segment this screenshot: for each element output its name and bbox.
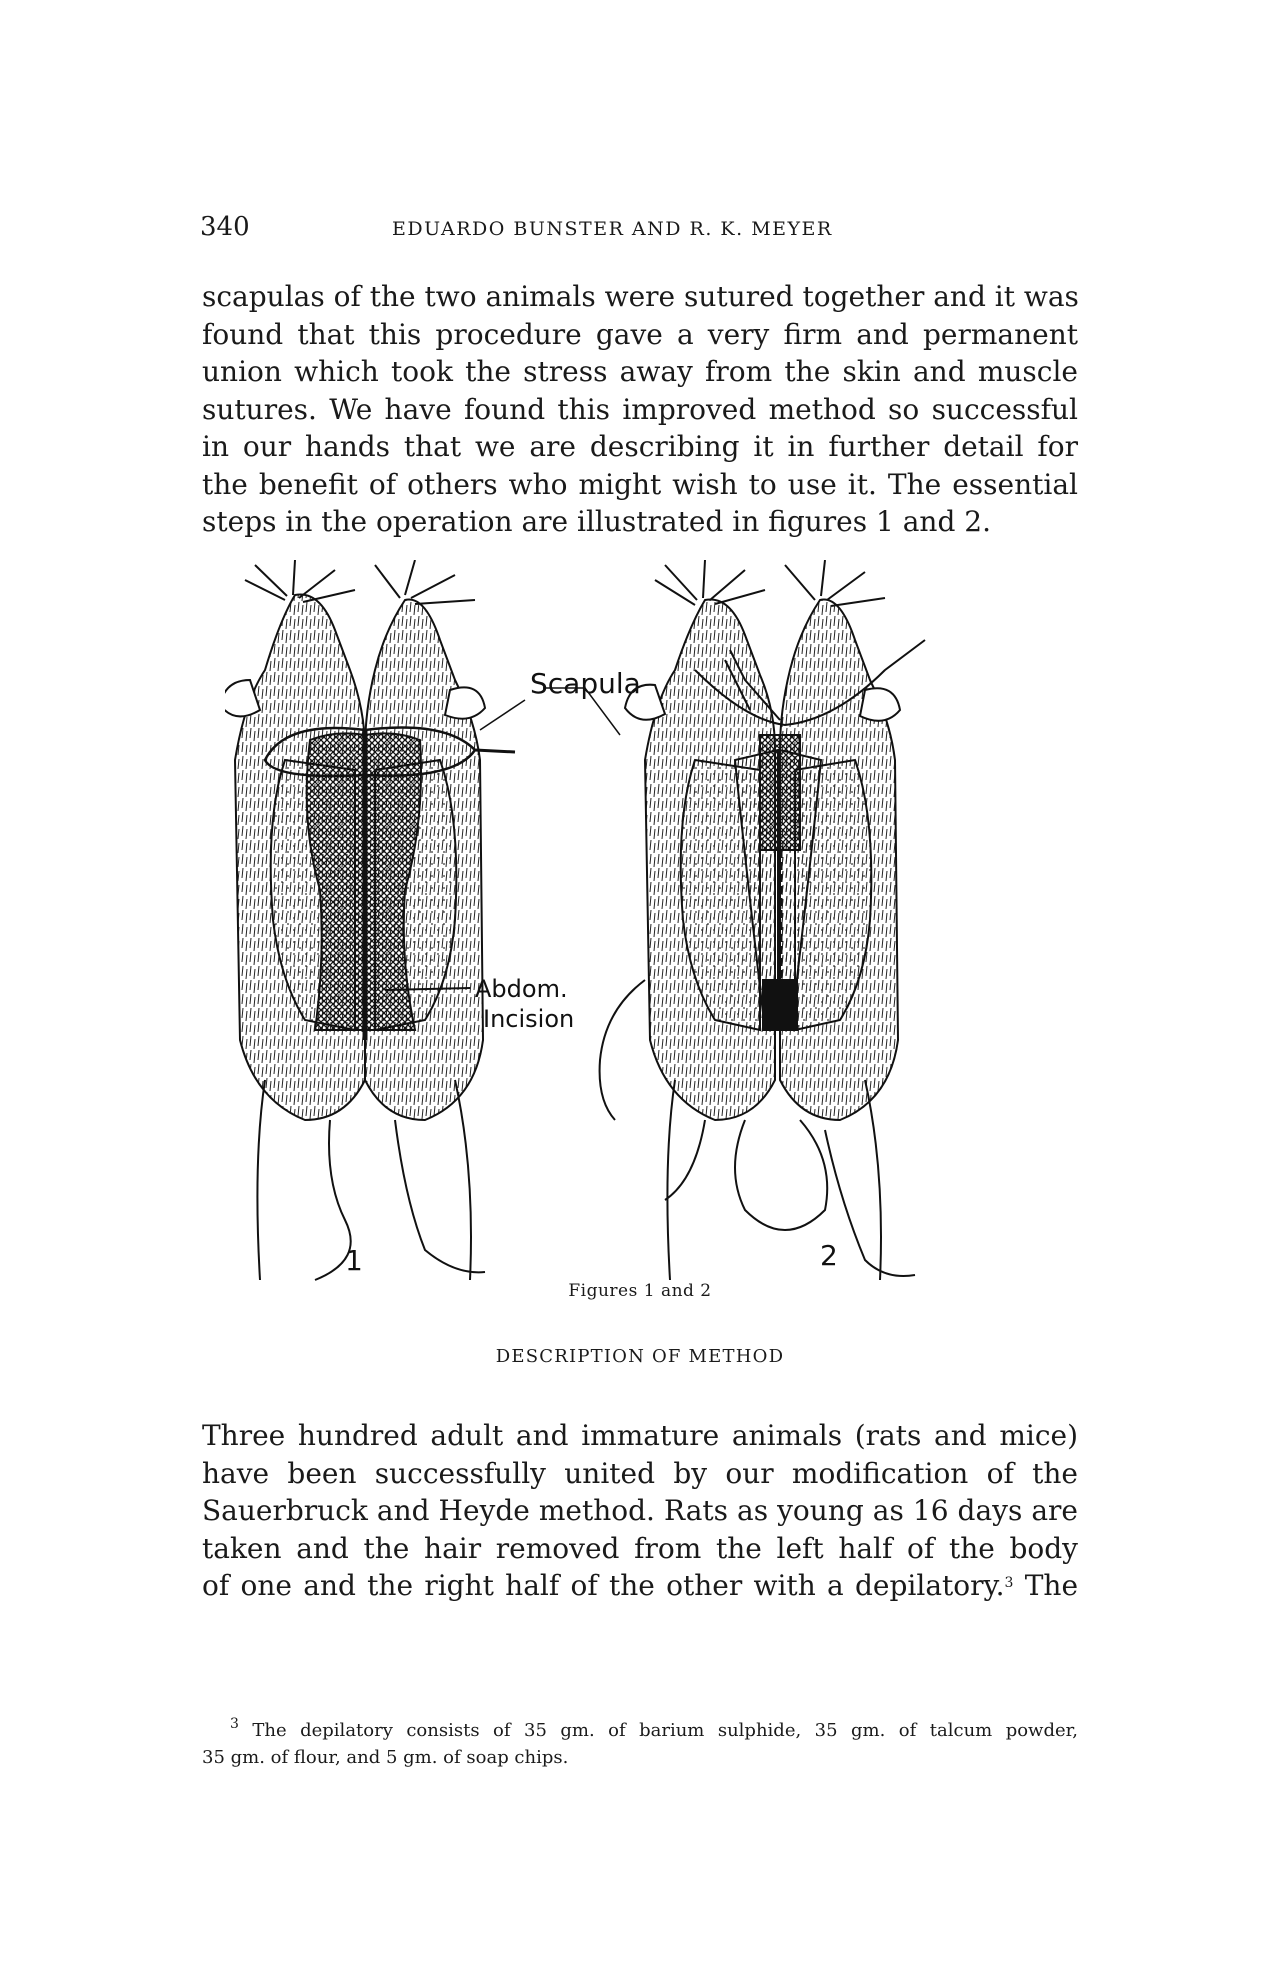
text-line: [202, 1567, 1078, 1605]
text-segment: The: [1024, 1569, 1079, 1602]
label-incision: Incision: [483, 1005, 575, 1033]
body-paragraph-1: [202, 278, 1078, 541]
section-heading: DESCRIPTION OF METHOD: [495, 1346, 785, 1367]
figure-1-drawing: [225, 560, 515, 1280]
parabiosis-drawing: [225, 560, 1070, 1295]
footnote-line: [202, 1717, 1078, 1744]
panel-label-1: 1: [345, 1244, 363, 1277]
body-paragraph-2: [202, 1417, 1078, 1605]
figure-2-drawing: [600, 560, 925, 1280]
text-line: in our hands that we are describing it in further detail for: [202, 430, 1078, 463]
text-line: the benefit of others who might wish to use it. The essential: [202, 467, 1078, 501]
text-line: taken and the hair removed from the left half of the body: [202, 1531, 1078, 1565]
text-line: sutures. We have found this improved method so successful: [202, 392, 1078, 426]
text-line: Three hundred adult and immature animals (rats and mice): [202, 1419, 1078, 1452]
text-line: scapulas of the two animals were sutured together and it was: [202, 280, 1079, 313]
figure-caption: Figures 1 and 2: [568, 1281, 712, 1301]
running-title: EDUARDO BUNSTER AND R. K. MEYER: [392, 218, 833, 240]
page-number: 340: [200, 212, 250, 242]
footnote-reference[interactable]: 3: [1004, 1575, 1014, 1591]
surgical-illustration-figure: [225, 560, 1070, 1295]
running-head: [200, 212, 1080, 252]
text-line: have been successfully united by our modification of the: [202, 1456, 1078, 1490]
footnote-marker: 3: [230, 1716, 239, 1732]
panel-label-2: 2: [820, 1239, 838, 1272]
footnote-text: The depilatory consists of 35 gm. of barium sulphide, 35 gm. of talcum powder,: [252, 1720, 1078, 1741]
text-line: found that this procedure gave a very firm and permanent: [202, 317, 1078, 351]
text-line: union which took the stress away from the skin and muscle: [202, 355, 1078, 388]
text-line: Sauerbruck and Heyde method. Rats as young as 16 days are: [202, 1494, 1078, 1527]
label-scapula: Scapula: [530, 667, 641, 700]
footnote: [202, 1717, 1078, 1771]
label-abdom: Abdom.: [475, 975, 568, 1003]
text-line: steps in the operation are illustrated in figures 1 and 2.: [202, 505, 991, 538]
footnote-line: 35 gm. of flour, and 5 gm. of soap chips.: [202, 1747, 569, 1768]
text-segment: of one and the right half of the other with a depilatory.: [202, 1569, 1005, 1602]
